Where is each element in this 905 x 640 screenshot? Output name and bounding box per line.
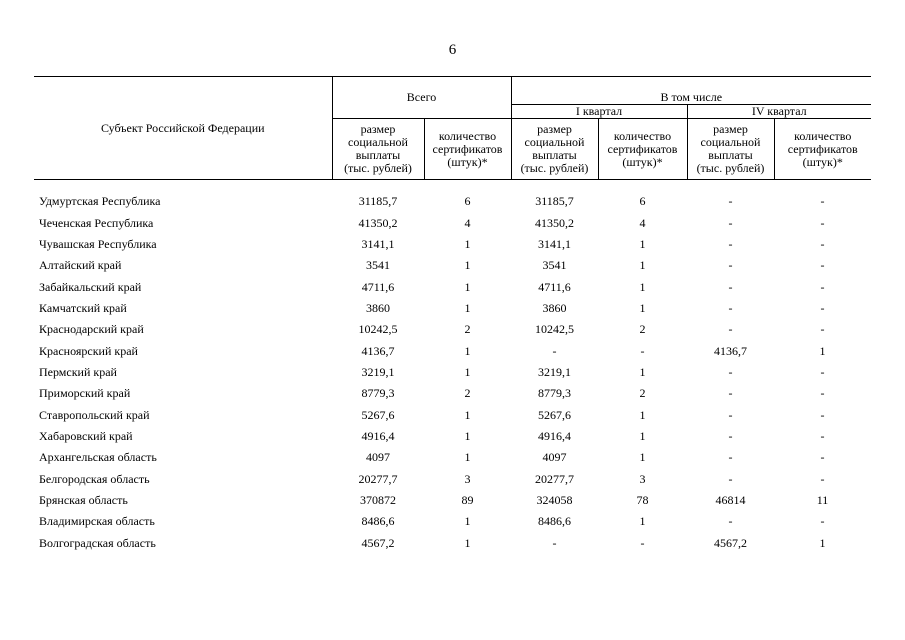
total-certificates-cell: 1 (464, 279, 471, 294)
q1-payment-cell: 8779,3 (538, 386, 571, 401)
region-name-cell: Архангельская область (39, 450, 157, 465)
total-certificates-cell: 1 (464, 407, 471, 422)
q4-certs-header: количество сертификатов (штук)* (774, 119, 871, 180)
total-payment-cell: 4711,6 (361, 279, 395, 294)
q4-payment-cell: - (728, 428, 733, 443)
q4-certificates-cell: 11 (816, 492, 829, 507)
q1-certificates-cell: 1 (639, 258, 646, 273)
total-payment-cell: 4136,7 (361, 343, 395, 358)
total-payment-cell: 3219,1 (361, 364, 395, 379)
total-certificates-cell: 1 (464, 428, 471, 443)
q1-certificates-cell: 78 (636, 492, 649, 507)
region-name-cell: Удмуртская Республика (39, 194, 161, 209)
region-name-cell: Хабаровский край (39, 428, 133, 443)
q4-certificates-cell: - (820, 407, 825, 422)
q1-payment-cell: 3219,1 (538, 364, 571, 379)
q4-payment-cell: - (728, 322, 733, 337)
region-name-cell: Волгоградская область (39, 535, 156, 550)
region-name-cell: Пермский край (39, 364, 117, 379)
q1-certs-header: количество сертификатов (штук)* (598, 119, 687, 180)
q4-certificates-cell: - (820, 514, 825, 529)
total-certificates-cell: 1 (464, 300, 471, 315)
region-name-cell: Приморский край (39, 386, 131, 401)
spacer-row (34, 180, 871, 192)
q4-header: IV квартал (687, 105, 871, 119)
table-row (34, 340, 871, 361)
q1-payment-cell: 20277,7 (535, 471, 574, 486)
q4-certificates-cell: - (820, 194, 825, 209)
table-row (34, 511, 871, 532)
q4-certificates-cell: - (820, 279, 825, 294)
q1-payment-cell: 3860 (542, 300, 567, 315)
table-row (34, 362, 871, 383)
q4-payment-cell: - (728, 300, 733, 315)
q4-certificates-cell: - (820, 428, 825, 443)
q4-certificates-cell: - (820, 236, 825, 251)
table-row (34, 468, 871, 489)
subject-header: Субъект Российской Федерации (34, 77, 332, 180)
region-name-cell: Красноярский край (39, 343, 138, 358)
q1-certificates-cell: 4 (639, 215, 646, 230)
q1-certificates-cell: 1 (639, 236, 646, 251)
table-row (34, 383, 871, 404)
q4-payment-cell: - (728, 386, 733, 401)
q4-payment-cell: - (728, 215, 733, 230)
page-number: 6 (448, 42, 457, 58)
total-payment-cell: 41350,2 (358, 215, 398, 230)
q4-certificates-cell: - (820, 300, 825, 315)
total-payment-header: размер социальной выплаты (тыс. рублей) (332, 119, 424, 180)
total-certificates-cell: 1 (464, 514, 471, 529)
total-certificates-cell: 1 (464, 450, 471, 465)
total-certificates-cell: 2 (464, 386, 471, 401)
region-name-cell: Владимирская область (39, 514, 155, 529)
total-header: Всего (332, 77, 511, 119)
q1-payment-cell: 8486,6 (538, 514, 571, 529)
total-payment-cell: 31185,7 (358, 194, 398, 209)
q4-certificates-cell: - (820, 215, 825, 230)
total-certificates-cell: 6 (464, 194, 471, 209)
region-name-cell: Камчатский край (39, 300, 127, 315)
q4-certificates-cell: - (820, 450, 825, 465)
q1-payment-cell: 31185,7 (535, 194, 574, 209)
q1-payment-cell: 4711,6 (538, 279, 571, 294)
q1-certificates-cell: 1 (639, 450, 646, 465)
table-row (34, 212, 871, 233)
total-payment-cell: 3141,1 (361, 236, 395, 251)
q1-header: I квартал (511, 105, 687, 119)
q1-payment-cell: 3541 (542, 258, 567, 273)
q1-certificates-cell: 1 (639, 300, 646, 315)
q4-payment-cell: - (728, 450, 733, 465)
q1-payment-cell: 10242,5 (535, 322, 574, 337)
total-certificates-cell: 1 (464, 236, 471, 251)
region-name-cell: Чеченская Республика (39, 215, 154, 230)
q1-certificates-cell: - (640, 535, 645, 550)
table-header (34, 77, 871, 180)
total-certificates-cell: 2 (464, 322, 471, 337)
q1-certificates-cell: 2 (639, 386, 646, 401)
total-certificates-cell: 1 (464, 364, 471, 379)
q1-certificates-cell: 1 (639, 279, 646, 294)
q4-payment-cell: - (728, 364, 733, 379)
region-name-cell: Алтайский край (39, 258, 122, 273)
q4-certificates-cell: - (820, 386, 825, 401)
q1-certificates-cell: 2 (639, 322, 646, 337)
region-name-cell: Краснодарский край (39, 322, 144, 337)
q1-certificates-cell: 3 (639, 471, 646, 486)
table-row (34, 319, 871, 340)
q4-payment-cell: - (728, 279, 733, 294)
q1-payment-cell: 4097 (542, 450, 567, 465)
q4-payment-cell: - (728, 514, 733, 529)
including-header: В том числе (511, 77, 871, 105)
q4-certificates-cell: - (820, 258, 825, 273)
q1-payment-cell: 3141,1 (538, 236, 571, 251)
q4-payment-cell: - (728, 407, 733, 422)
q1-certificates-cell: 1 (639, 514, 646, 529)
total-payment-cell: 5267,6 (361, 407, 395, 422)
total-certificates-cell: 1 (464, 258, 471, 273)
region-name-cell: Чувашская Республика (39, 236, 157, 251)
total-payment-cell: 8486,6 (361, 514, 395, 529)
q4-payment-header: размер социальной выплаты (тыс. рублей) (687, 119, 774, 180)
total-payment-cell: 8779,3 (361, 386, 395, 401)
table-row (34, 490, 871, 511)
total-payment-cell: 10242,5 (358, 322, 398, 337)
q1-payment-header: размер социальной выплаты (тыс. рублей) (511, 119, 598, 180)
table-row (34, 234, 871, 255)
q4-certificates-cell: - (820, 322, 825, 337)
total-certificates-cell: 1 (464, 535, 471, 550)
q1-certificates-cell: - (640, 343, 645, 358)
total-payment-cell: 3541 (366, 258, 390, 273)
table-row (34, 191, 871, 212)
q4-certificates-cell: 1 (819, 535, 826, 550)
q1-payment-cell: 41350,2 (535, 215, 574, 230)
region-name-cell: Белгородская область (39, 471, 150, 486)
total-certificates-cell: 4 (464, 215, 471, 230)
total-payment-cell: 20277,7 (358, 471, 398, 486)
q4-payment-cell: 4136,7 (714, 343, 747, 358)
q4-certificates-cell: 1 (819, 343, 826, 358)
table-row (34, 426, 871, 447)
table-row (34, 276, 871, 297)
q4-payment-cell: - (728, 471, 733, 486)
q1-certificates-cell: 6 (639, 194, 646, 209)
total-certificates-cell: 89 (461, 492, 474, 507)
q4-certificates-cell: - (820, 364, 825, 379)
q1-certificates-cell: 1 (639, 428, 646, 443)
total-payment-cell: 4567,2 (361, 535, 395, 550)
total-certificates-cell: 3 (464, 471, 471, 486)
q1-payment-cell: 4916,4 (538, 428, 571, 443)
table-row (34, 404, 871, 425)
subsidy-table (34, 76, 871, 554)
table-row (34, 255, 871, 276)
q1-payment-cell: 5267,6 (538, 407, 571, 422)
q4-payment-cell: - (728, 194, 733, 209)
total-payment-cell: 370872 (360, 492, 396, 507)
total-payment-cell: 4916,4 (361, 428, 395, 443)
table-row (34, 298, 871, 319)
total-certs-header: количество сертификатов (штук)* (424, 119, 511, 180)
q4-payment-cell: 46814 (715, 492, 746, 507)
q1-payment-cell: - (552, 343, 557, 358)
q4-payment-cell: - (728, 258, 733, 273)
table-row (34, 447, 871, 468)
total-certificates-cell: 1 (464, 343, 471, 358)
q1-certificates-cell: 1 (639, 407, 646, 422)
q1-payment-cell: 324058 (536, 492, 573, 507)
region-name-cell: Брянская область (39, 492, 128, 507)
region-name-cell: Ставропольский край (39, 407, 150, 422)
table-body (34, 180, 871, 554)
total-payment-cell: 4097 (366, 450, 390, 465)
q4-payment-cell: - (728, 236, 733, 251)
table-row (34, 533, 871, 554)
total-payment-cell: 3860 (366, 300, 390, 315)
q1-payment-cell: - (552, 535, 557, 550)
q4-payment-cell: 4567,2 (714, 535, 747, 550)
q4-certificates-cell: - (820, 471, 825, 486)
region-name-cell: Забайкальский край (39, 279, 142, 294)
q1-certificates-cell: 1 (639, 364, 646, 379)
